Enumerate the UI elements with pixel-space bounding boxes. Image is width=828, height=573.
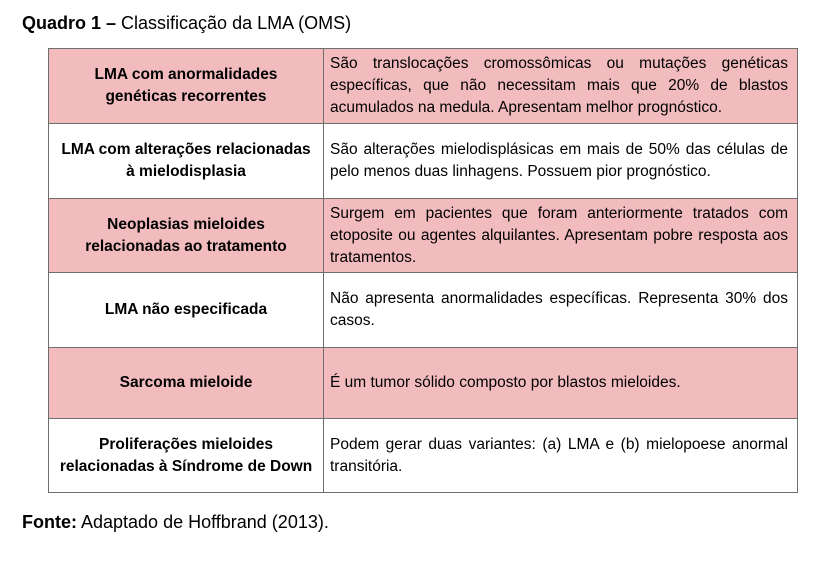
row-description: Surgem em pacientes que foram anteriormente tratados com etoposite ou agentes alquilantes. Apresentam pobre resposta aos tratamentos. [324, 199, 798, 273]
row-name: Sarcoma mieloide [49, 348, 324, 419]
caption-label: Quadro 1 – [22, 13, 117, 33]
table-row [49, 199, 798, 273]
row-description: São translocações cromossômicas ou mutações genéticas específicas, que não necessitam mais que 20% de blastos acumulados na medula. Apresentam melhor prognóstico. [324, 49, 798, 124]
table-row [49, 124, 798, 199]
row-description: São alterações mielodisplásicas em mais de 50% das células de pelo menos duas linhagens. Possuem pior prognóstico. [324, 124, 798, 199]
table-row [49, 49, 798, 124]
row-description: Podem gerar duas variantes: (a) LMA e (b) mielopoese anormal transitória. [324, 419, 798, 493]
table-row [49, 348, 798, 419]
row-name: Neoplasias mieloides relacionadas ao tratamento [49, 199, 324, 273]
caption-title: Classificação da LMA (OMS) [116, 13, 352, 33]
table-row [49, 419, 798, 493]
row-name: LMA com anormalidades genéticas recorrentes [49, 49, 324, 124]
row-description: É um tumor sólido composto por blastos mieloides. [324, 348, 798, 419]
row-name: LMA com alterações relacionadas à mielodisplasia [49, 124, 324, 199]
source-note [22, 512, 329, 533]
table-caption [22, 13, 351, 34]
row-name: Proliferações mieloides relacionadas à Síndrome de Down [49, 419, 324, 493]
row-description: Não apresenta anormalidades específicas. Representa 30% dos casos. [324, 273, 798, 348]
row-name: LMA não especificada [49, 273, 324, 348]
classification-table [48, 48, 798, 493]
table-row [49, 273, 798, 348]
source-text: Adaptado de Hoffbrand (2013). [76, 512, 329, 532]
source-label: Fonte: [22, 512, 77, 532]
